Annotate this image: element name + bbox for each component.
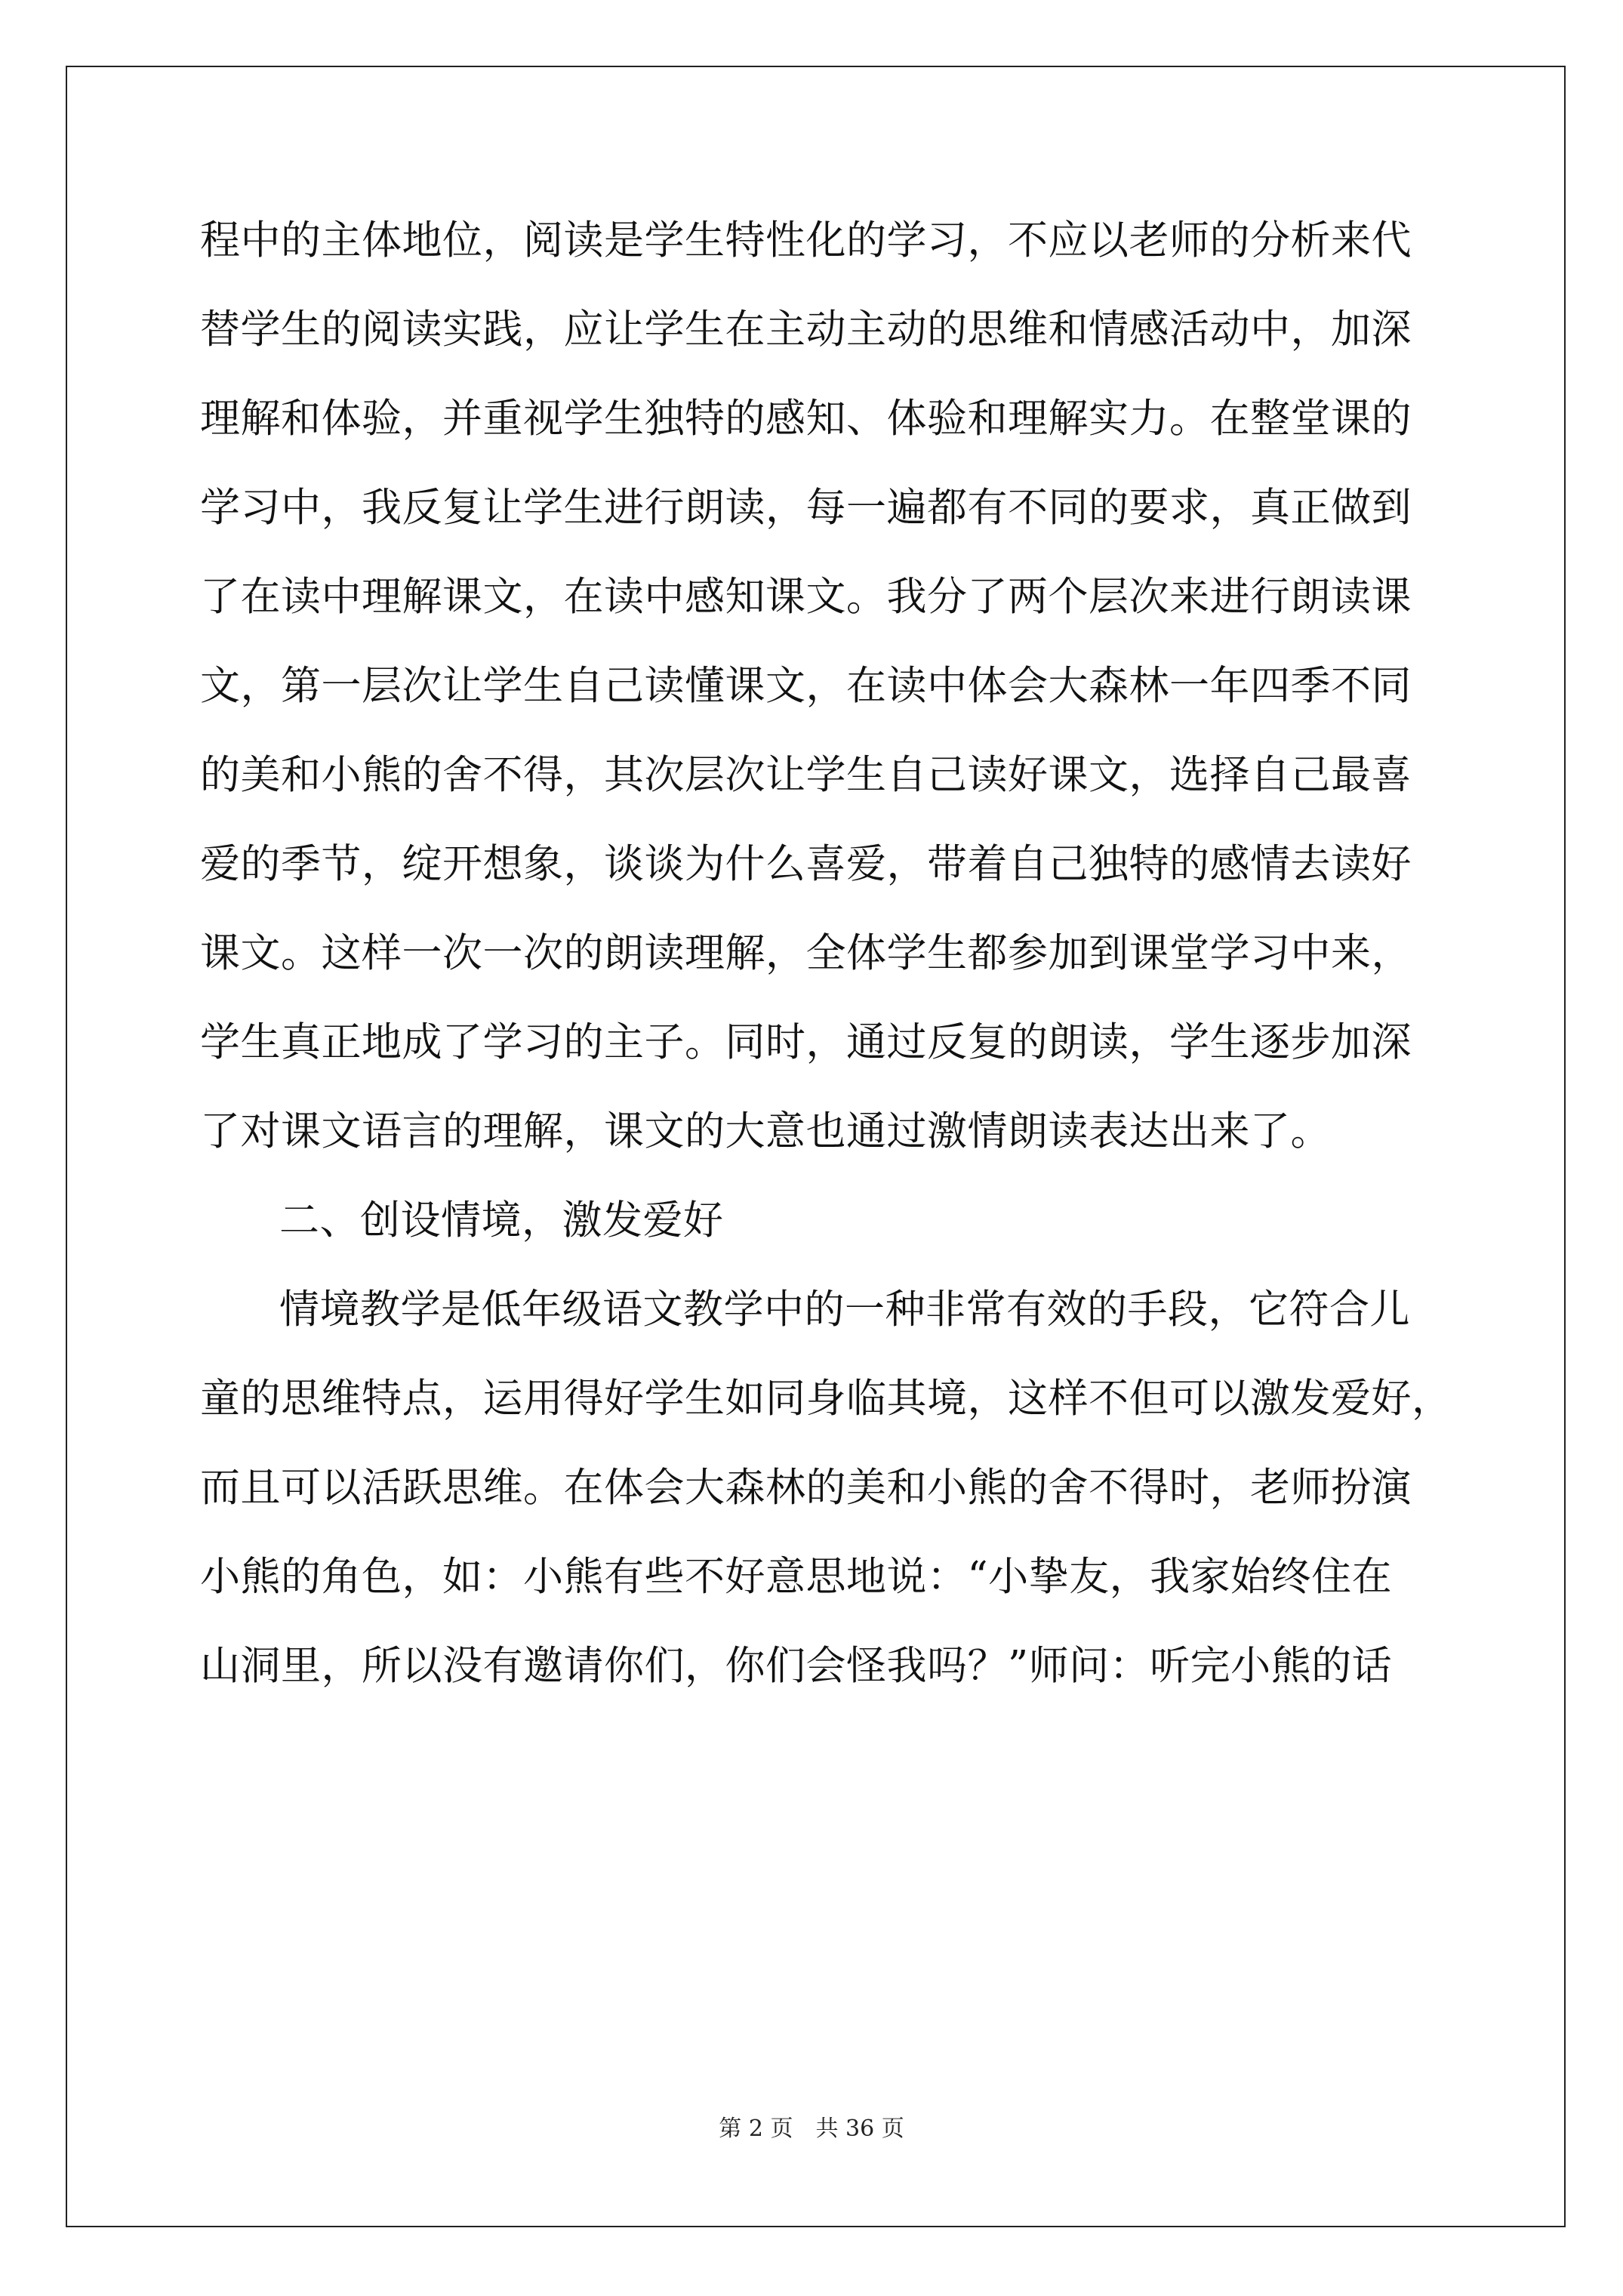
text-line: 理解和体验，并重视学生独特的感知、体验和理解实力。在整堂课的 [200, 396, 1412, 442]
text-line: 了对课文语言的理解，课文的大意也通过激情朗读表达出来了。 [200, 1108, 1331, 1154]
text-line: 替学生的阅读实践，应让学生在主动主动的思维和情感活动中，加深 [200, 307, 1412, 353]
paragraph-start-line: 情境教学是低年级语文教学中的一种非常有效的手段，它符合儿 [279, 1287, 1410, 1333]
text-line: 爱的季节，绽开想象，谈谈为什么喜爱，带着自己独特的感情去读好 [200, 841, 1412, 887]
text-line: 而且可以活跃思维。在体会大森林的美和小熊的舍不得时，老师扮演 [200, 1465, 1412, 1511]
text-line: 了在读中理解课文，在读中感知课文。我分了两个层次来进行朗读课 [200, 574, 1412, 620]
page-total: 共 36 页 [815, 2116, 904, 2142]
text-line: 学习中，我反复让学生进行朗读，每一遍都有不同的要求，真正做到 [200, 485, 1412, 531]
page-number: 第 2 页 [719, 2116, 793, 2142]
text-line: 程中的主体地位，阅读是学生特性化的学习，不应以老师的分析来代 [200, 217, 1412, 264]
section-heading: 二、创设情境，激发爱好 [279, 1197, 724, 1244]
text-line: 童的思维特点，运用得好学生如同身临其境，这样不但可以激发爱好， [200, 1376, 1452, 1422]
text-line: 课文。这样一次一次的朗读理解，全体学生都参加到课堂学习中来， [200, 930, 1412, 976]
text-line: 的美和小熊的舍不得，其次层次让学生自己读好课文，选择自己最喜 [200, 752, 1412, 798]
text-line: 山洞里，所以没有邀请你们，你们会怪我吗？”师问：听完小熊的话 [200, 1643, 1393, 1689]
document-body [200, 214, 1452, 1729]
page-footer [0, 2114, 1623, 2144]
text-line: 学生真正地成了学习的主子。同时，通过反复的朗读，学生逐步加深 [200, 1019, 1412, 1065]
text-line: 文，第一层次让学生自己读懂课文，在读中体会大森林一年四季不同 [200, 663, 1412, 709]
text-line: 小熊的角色，如：小熊有些不好意思地说：“小挚友，我家始终住在 [200, 1554, 1393, 1600]
